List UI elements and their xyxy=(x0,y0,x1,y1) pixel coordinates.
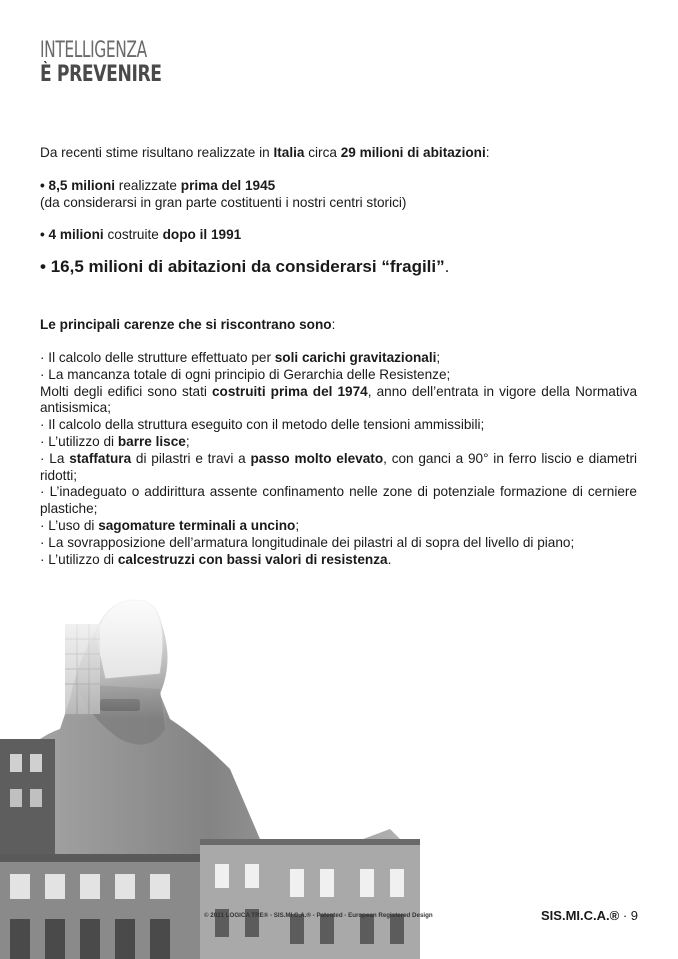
deficiencies-list xyxy=(40,350,637,568)
list-item xyxy=(40,518,637,535)
list-item xyxy=(40,552,637,569)
item-emphasis: calcestruzzi con bassi valori di resistenza xyxy=(117,551,388,567)
item-text: · La xyxy=(40,450,70,466)
list-item xyxy=(40,384,637,418)
stat-end: . xyxy=(444,257,450,277)
item-text: · L’utilizzo di xyxy=(40,551,118,567)
stat-period: prima del 1945 xyxy=(180,177,276,193)
item-emphasis: costruiti prima del 1974 xyxy=(211,383,368,399)
item-text: ; xyxy=(436,349,441,365)
item-emphasis: passo molto elevato xyxy=(250,450,384,466)
intro-text: Da recenti stime risultano realizzate in xyxy=(40,145,274,160)
item-emphasis: soli carichi gravitazionali xyxy=(274,349,437,365)
brand-logo xyxy=(40,40,196,86)
deficiencies-heading xyxy=(40,317,637,334)
page-footer xyxy=(541,908,638,923)
item-emphasis: sagomature terminali a uncino xyxy=(98,517,296,533)
item-text: , anno dell’entrata in vigore della Normativa antisismica; xyxy=(40,383,638,416)
logo-line-prevenire: È PREVENIRE xyxy=(40,62,162,87)
bullet: • xyxy=(40,257,51,277)
list-item xyxy=(40,484,637,518)
item-text: · L’utilizzo di xyxy=(40,433,118,449)
item-emphasis: staffatura xyxy=(69,450,132,466)
stat-period: dopo il 1991 xyxy=(162,227,242,243)
copyright-note: © 2021 LOGICA TRE® - SIS.MI.C.A.® - Patented - European Registered Design xyxy=(204,912,433,919)
bullet: • xyxy=(40,177,49,193)
stat-text: costruite xyxy=(103,227,163,243)
intro-total: 29 milioni di abitazioni xyxy=(340,145,486,160)
item-text: · L’uso di xyxy=(40,517,99,533)
item-emphasis: barre lisce xyxy=(117,433,186,449)
stat-fragile xyxy=(40,257,637,277)
stat-note: (da considerarsi in gran parte costituenti i nostri centri storici) xyxy=(40,194,407,210)
footer-brand: SIS.MI.C.A.® xyxy=(541,908,620,923)
page-number: 9 xyxy=(630,908,638,923)
main-content xyxy=(40,145,637,568)
item-text: · Il calcolo della struttura eseguito con il metodo delle tensioni ammissibili; xyxy=(40,417,485,433)
list-item xyxy=(40,417,637,434)
item-text: · La sovrapposizione dell’armatura longitudinale dei pilastri al di sopra del livello di piano; xyxy=(40,534,575,550)
engineer-city-illustration xyxy=(0,589,420,959)
heading-text: Le principali carenze che si riscontrano sono xyxy=(40,317,332,333)
stat-text: realizzate xyxy=(115,177,181,193)
item-text: ; xyxy=(185,433,190,449)
list-item xyxy=(40,451,637,485)
intro-paragraph xyxy=(40,145,637,162)
item-text: · L’inadeguato o addirittura assente confinamento nelle zone di potenziale formazione di cerniere plastiche; xyxy=(40,484,637,517)
bullet: • xyxy=(40,227,49,243)
item-text: Molti degli edifici sono stati xyxy=(40,383,212,399)
item-text: ; xyxy=(295,517,300,533)
stat-pre-1945 xyxy=(40,178,637,195)
list-item xyxy=(40,535,637,552)
stat-post-1991 xyxy=(40,227,637,244)
item-text: , con ganci a 90° in ferro liscio e diametri ridotti; xyxy=(40,450,638,483)
list-item xyxy=(40,434,637,451)
stat-value: 8,5 milioni xyxy=(48,177,116,193)
intro-text: : xyxy=(485,145,490,160)
item-text: . xyxy=(387,551,392,567)
intro-country: Italia xyxy=(273,145,305,160)
footer-separator: · xyxy=(619,908,631,923)
stat-value: 4 milioni xyxy=(48,227,104,243)
item-text: · Il calcolo delle strutture effettuato per xyxy=(40,349,275,365)
item-text: di pilastri e travi a xyxy=(131,450,251,466)
list-item xyxy=(40,350,637,367)
logo-line-intelligenza: INTELLIGENZA xyxy=(40,38,147,63)
stat-fragile-text: 16,5 milioni di abitazioni da considerarsi “fragili” xyxy=(50,257,445,277)
intro-text: circa xyxy=(304,145,341,160)
list-item xyxy=(40,367,637,384)
item-text: · La mancanza totale di ogni principio di Gerarchia delle Resistenze; xyxy=(40,366,451,382)
heading-colon: : xyxy=(331,317,336,333)
